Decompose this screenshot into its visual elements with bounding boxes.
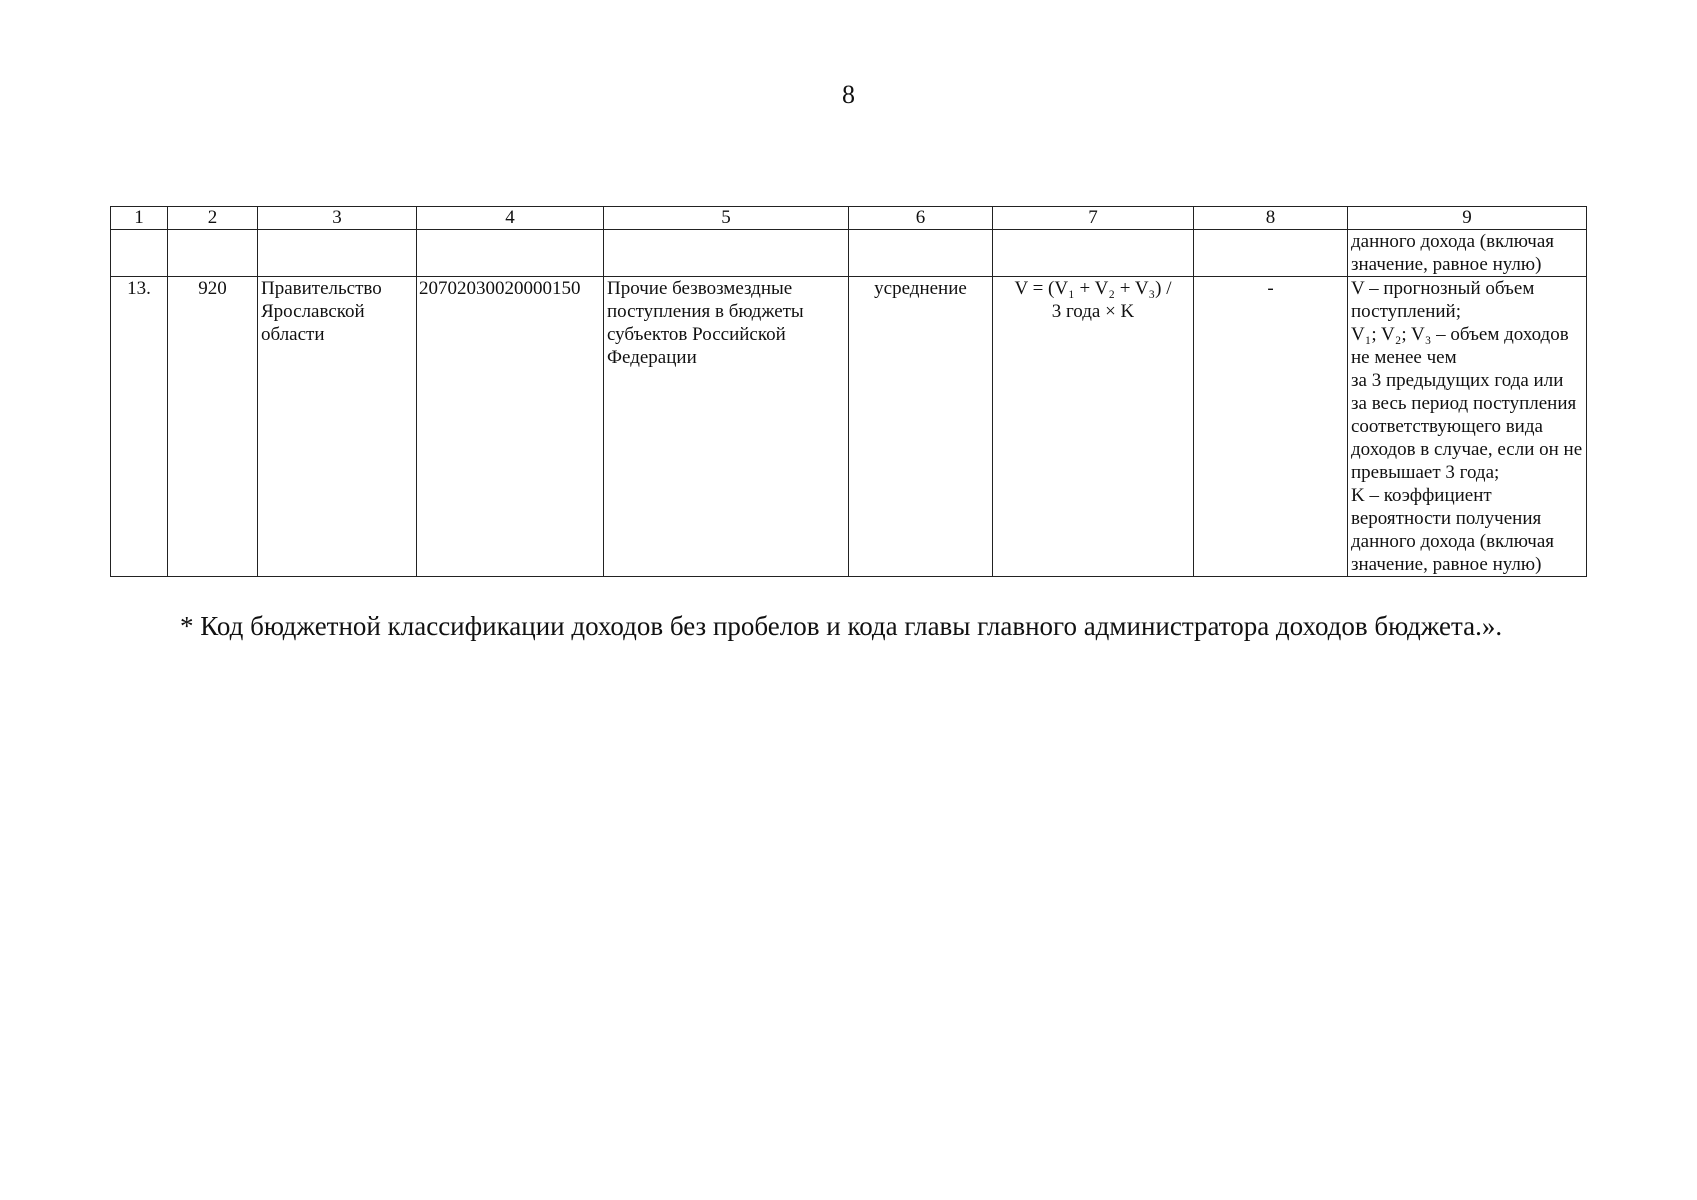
table-cell [604,230,849,277]
forecast-method: усреднение [849,277,993,577]
footnote: * Код бюджетной классификации доходов без пробелов и кода главы главного администратора доходов бюджета.». [180,611,1503,641]
table-row [111,277,1587,577]
revenue-name: Прочие безвозмездные поступления в бюджеты субъектов Российской Федерации [604,277,849,577]
table-cell [849,230,993,277]
column-header: 3 [258,207,417,230]
continuation-row [111,230,1587,277]
administrator-name: Правительство Ярославской области [258,277,417,577]
column-number-row [111,207,1587,230]
column-header: 2 [168,207,258,230]
revenue-forecast-table [110,206,1587,577]
description-line: за 3 предыдущих года или за весь период поступления соответствующего вида доходов в случае, если он не превышает 3 года; [1351,370,1583,483]
budget-classification-code: 20702030020000150 [417,277,604,577]
page-number: 8 [842,80,855,109]
column-header: 4 [417,207,604,230]
table-cell [111,230,168,277]
column-header: 5 [604,207,849,230]
row-number: 13. [111,277,168,577]
forecast-formula [993,277,1194,577]
table-cell [417,230,604,277]
column-header: 7 [993,207,1194,230]
continuation-text: данного дохода (включая значение, равное нулю) [1348,230,1587,277]
formula-line-2: 3 года × K [1051,301,1135,322]
column-header: 6 [849,207,993,230]
table-cell [993,230,1194,277]
description-line: K – коэффициент вероятности получения данного дохода (включая значение, равное нулю) [1351,485,1554,575]
column-header: 9 [1348,207,1587,230]
column-header: 8 [1194,207,1348,230]
description-line: V₁; V₂; V₃ – объем доходов не менее чем [1351,324,1569,368]
indicator-description [1348,277,1587,577]
formula-line-1: V = (V₁ + V₂ + V₃) / [1014,278,1172,299]
chapter-code: 920 [168,277,258,577]
column-header: 1 [111,207,168,230]
table-cell [258,230,417,277]
table-cell [168,230,258,277]
table-cell [1194,230,1348,277]
algorithm-cell: - [1194,277,1348,577]
description-line: V – прогнозный объем поступлений; [1351,278,1535,322]
